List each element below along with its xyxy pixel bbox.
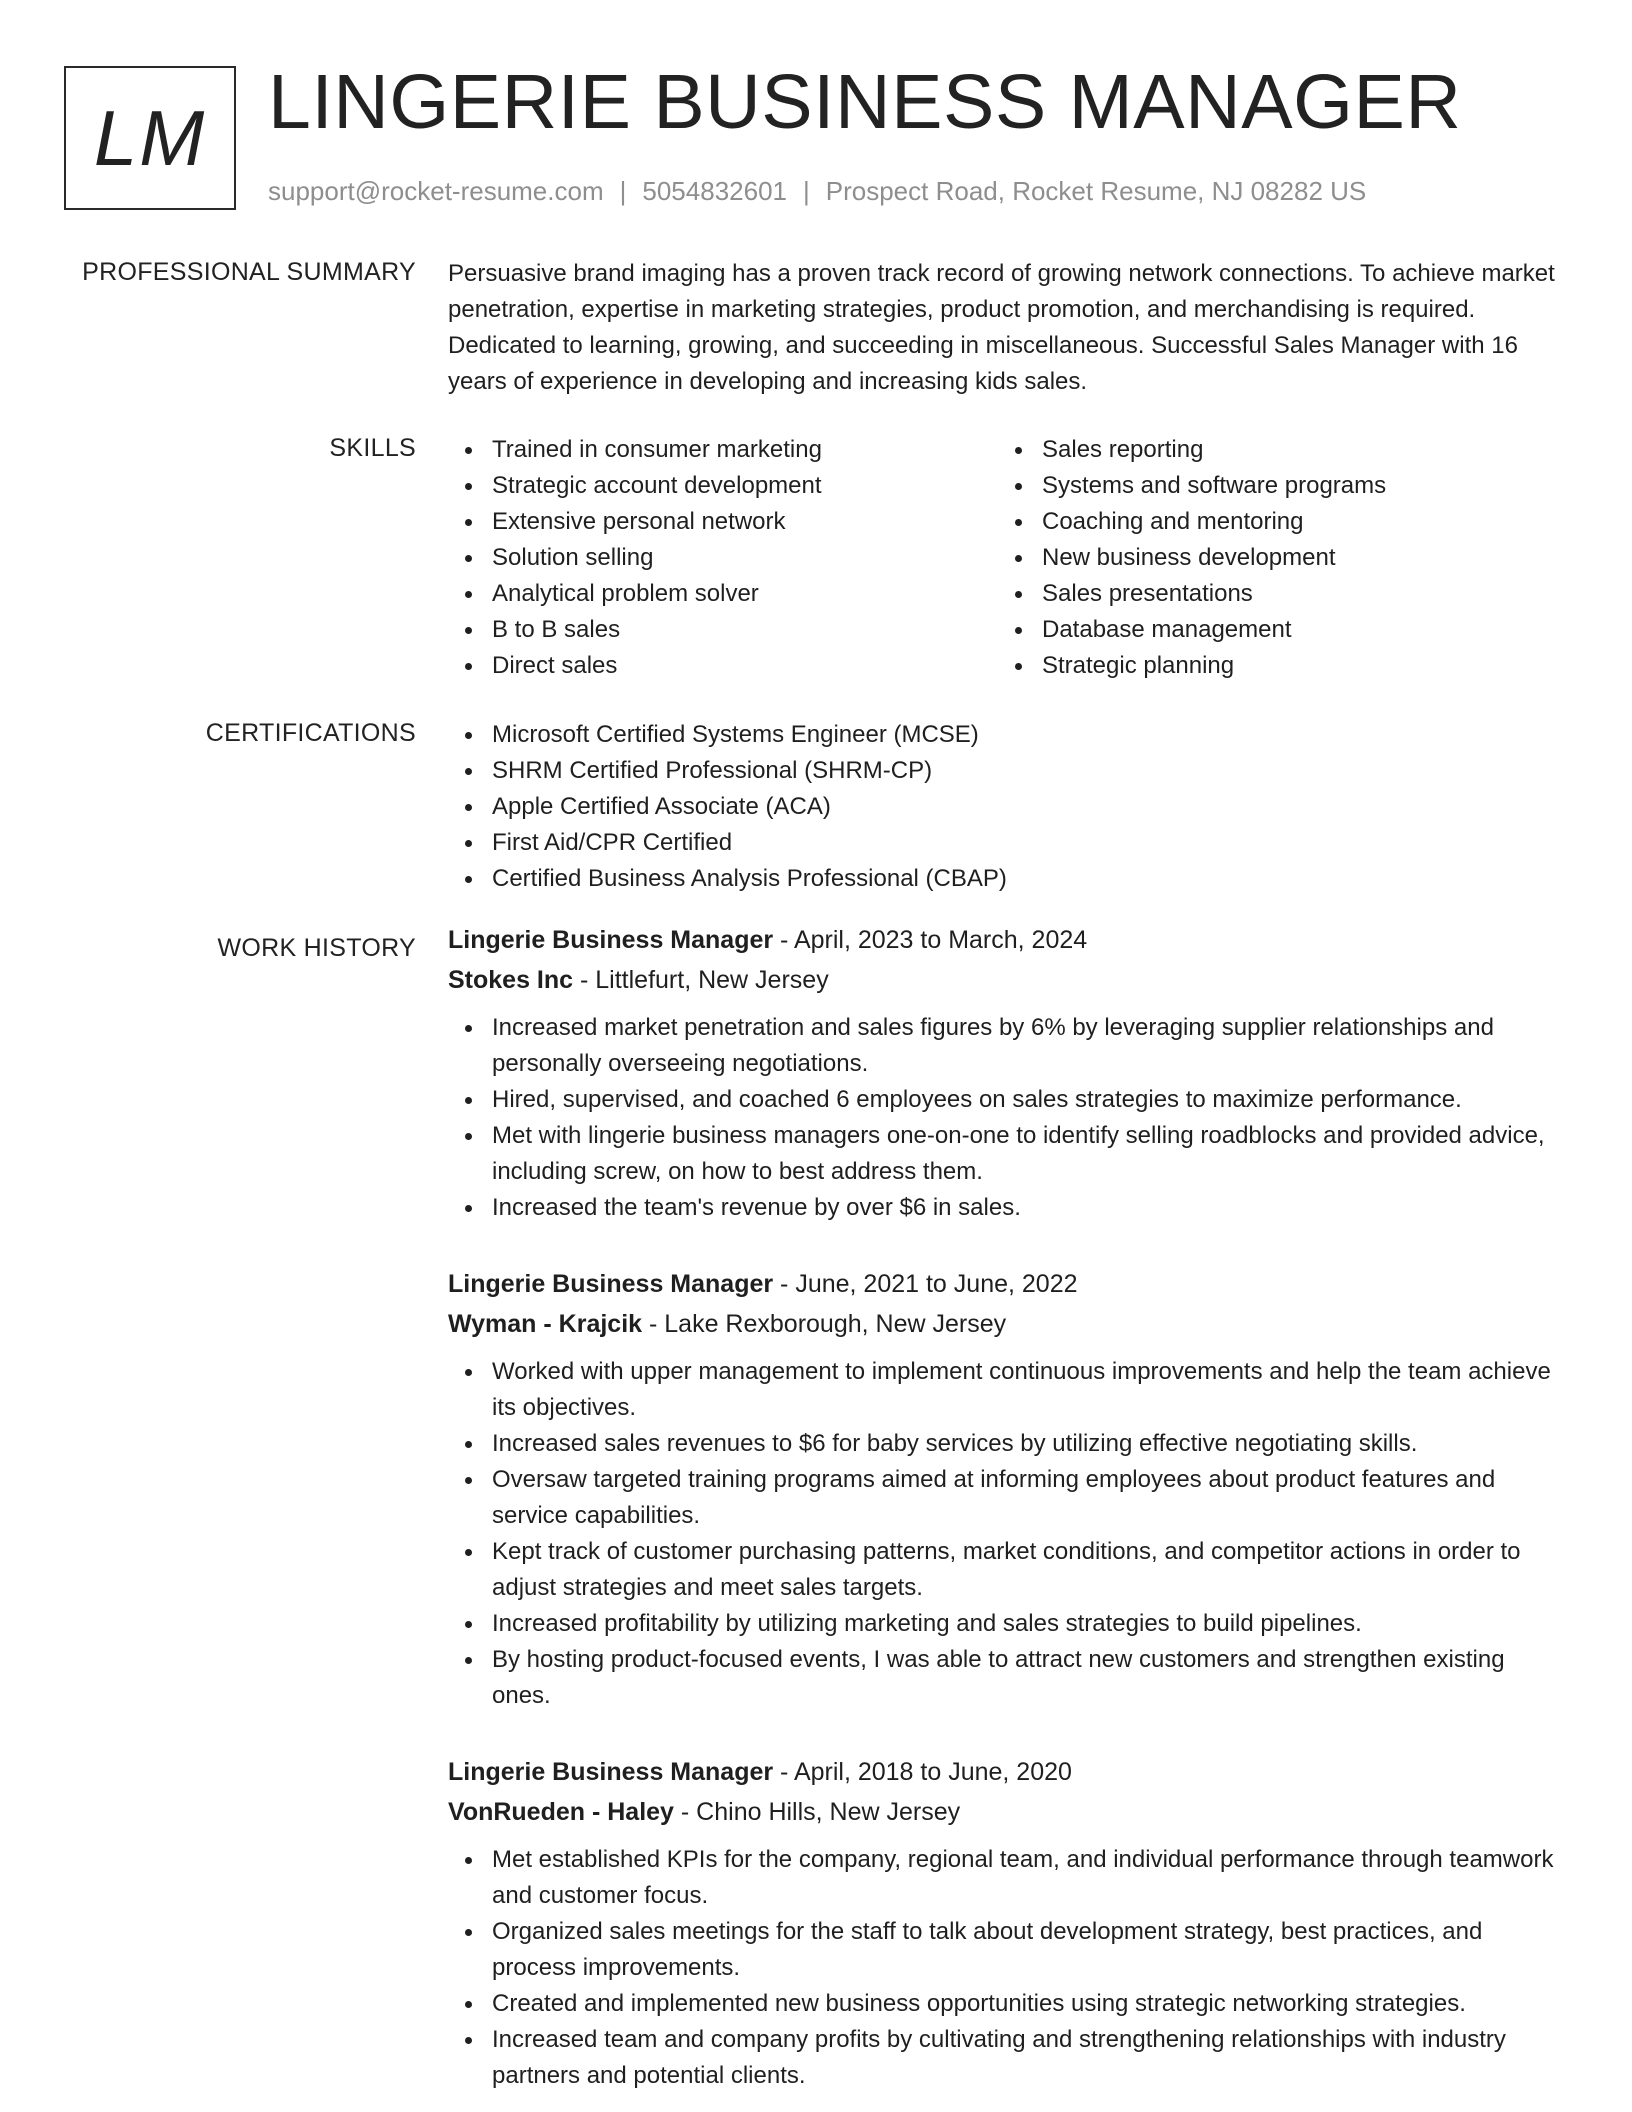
job-bullet: Oversaw targeted training programs aimed at informing employees about product features and service capabilities.: [448, 1462, 1560, 1534]
job-location: - Lake Rexborough, New Jersey: [642, 1310, 1007, 1338]
skill-item: Database management: [998, 612, 1548, 648]
job-entry: [448, 1752, 1560, 2094]
contact-separator: |: [803, 176, 810, 206]
job-location: - Littlefurt, New Jersey: [573, 966, 829, 994]
job-bullet: Met with lingerie business managers one-on-one to identify selling roadblocks and provided advice, including screw, on how to best address them.: [448, 1118, 1560, 1190]
job-bullet: Kept track of customer purchasing patterns, market conditions, and competitor actions in order to adjust strategies and meet sales targets.: [448, 1534, 1560, 1606]
skills-list-right: [998, 432, 1548, 684]
skill-item: Trained in consumer marketing: [448, 432, 998, 468]
job-bullets: [448, 1010, 1560, 1226]
skill-item: New business development: [998, 540, 1548, 576]
job-role: Lingerie Business Manager: [448, 1758, 774, 1786]
job-dates: - April, 2023 to March, 2024: [773, 926, 1088, 954]
job-bullet: Increased sales revenues to $6 for baby services by utilizing effective negotiating skills.: [448, 1426, 1560, 1462]
contact-address: Prospect Road, Rocket Resume, NJ 08282 US: [825, 176, 1367, 206]
job-bullet: Increased the team's revenue by over $6 in sales.: [448, 1190, 1560, 1226]
contact-separator: |: [619, 176, 627, 206]
job-bullet: Created and implemented new business opportunities using strategic networking strategies.: [448, 1986, 1560, 2022]
certifications-list: [448, 717, 1560, 897]
section-title: SKILLS: [329, 434, 416, 462]
job-bullet: Increased market penetration and sales figures by 6% by leveraging supplier relationships and personally overseeing negotiations.: [448, 1010, 1560, 1082]
certification-item: Microsoft Certified Systems Engineer (MCSE): [448, 717, 1560, 753]
job-dates: - June, 2021 to June, 2022: [773, 1270, 1078, 1298]
skill-item: Sales presentations: [998, 576, 1548, 612]
job-bullet: Increased team and company profits by cultivating and strengthening relationships with industry partners and potential clients.: [448, 2022, 1560, 2094]
job-company-line: [448, 1304, 1560, 1344]
job-title-line: [448, 1752, 1560, 1792]
job-company-line: [448, 1792, 1560, 1832]
skill-item: Systems and software programs: [998, 468, 1548, 504]
certification-item: SHRM Certified Professional (SHRM-CP): [448, 753, 1560, 789]
certification-item: First Aid/CPR Certified: [448, 825, 1560, 861]
skill-item: Strategic planning: [998, 648, 1548, 684]
section-title: PROFESSIONAL SUMMARY: [82, 258, 416, 286]
job-title-line: [448, 1264, 1560, 1304]
skill-item: Coaching and mentoring: [998, 504, 1548, 540]
job-company: Wyman - Krajcik: [448, 1310, 643, 1338]
job-bullet: Increased profitability by utilizing marketing and sales strategies to build pipelines.: [448, 1606, 1560, 1642]
page-title: LINGERIE BUSINESS MANAGER: [268, 59, 1462, 145]
certification-item: Certified Business Analysis Professional (CBAP): [448, 861, 1560, 897]
job-company-line: [448, 960, 1560, 1000]
skill-item: Extensive personal network: [448, 504, 998, 540]
job-bullet: Worked with upper management to implement continuous improvements and help the team achieve its objectives.: [448, 1354, 1560, 1426]
job-bullets: [448, 1842, 1560, 2094]
monogram-box: [64, 66, 236, 210]
contact-email[interactable]: support@rocket-resume.com: [268, 176, 604, 206]
skill-item: Solution selling: [448, 540, 998, 576]
contact-phone[interactable]: 5054832601: [642, 176, 787, 206]
skill-item: Analytical problem solver: [448, 576, 998, 612]
monogram-initials: LM: [93, 93, 207, 182]
skill-item: B to B sales: [448, 612, 998, 648]
summary-text: Persuasive brand imaging has a proven track record of growing network connections. To achieve market penetration, expertise in marketing strategies, product promotion, and merchandising is required. Dedicated to learning, growing, and succeeding in miscellaneous. Successful Sales Manager with 16 years of experience in developing and increasing kids sales.: [448, 260, 1555, 395]
job-entry: [448, 920, 1560, 1226]
job-company: VonRueden - Haley: [448, 1798, 674, 1826]
job-bullet: Organized sales meetings for the staff to talk about development strategy, best practices, and process improvements.: [448, 1914, 1560, 1986]
job-company: Stokes Inc: [448, 966, 574, 994]
skill-item: Strategic account development: [448, 468, 998, 504]
job-location: - Chino Hills, New Jersey: [673, 1798, 961, 1826]
job-dates: - April, 2018 to June, 2020: [773, 1758, 1072, 1786]
job-bullet: Hired, supervised, and coached 6 employees on sales strategies to maximize performance.: [448, 1082, 1560, 1118]
skills-list-left: [448, 432, 998, 684]
skill-item: Direct sales: [448, 648, 998, 684]
certification-item: Apple Certified Associate (ACA): [448, 789, 1560, 825]
job-bullets: [448, 1354, 1560, 1714]
contact-line: [268, 176, 1366, 207]
job-title-line: [448, 920, 1560, 960]
certifications-body: [448, 717, 1560, 897]
section-title: CERTIFICATIONS: [205, 719, 416, 747]
job-bullet: Met established KPIs for the company, regional team, and individual performance through teamwork and customer focus.: [448, 1842, 1560, 1914]
section-title: WORK HISTORY: [217, 934, 416, 962]
skills-columns: [448, 432, 1560, 684]
job-entry: [448, 1264, 1560, 1714]
job-bullet: By hosting product-focused events, I was able to attract new customers and strengthen existing ones.: [448, 1642, 1560, 1714]
skill-item: Sales reporting: [998, 432, 1548, 468]
job-role: Lingerie Business Manager: [448, 1270, 774, 1298]
job-role: Lingerie Business Manager: [448, 926, 774, 954]
